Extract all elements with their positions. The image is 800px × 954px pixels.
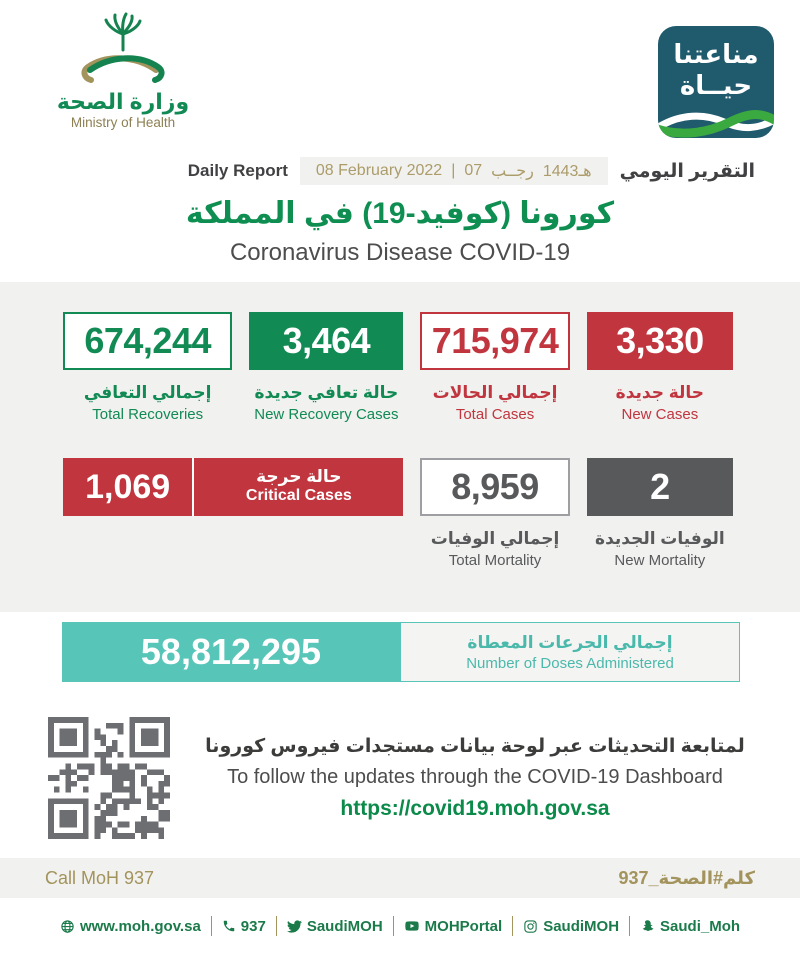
total-mortality-value: 8,959 xyxy=(420,458,569,516)
moh-name-english: Ministry of Health xyxy=(70,115,176,131)
stats-row1 xyxy=(63,312,733,423)
footer-links xyxy=(0,898,800,954)
immunity-is-life-logo xyxy=(658,26,774,138)
divider xyxy=(276,916,277,936)
footer-phone-link[interactable] xyxy=(222,918,266,935)
critical-cases-label-ar: حالة حرجة xyxy=(256,467,342,487)
critical-cases-card xyxy=(63,458,403,516)
total-recoveries-label-ar: إجمالي التعافي xyxy=(83,383,212,402)
footer-twitter-label: SaudiMOH xyxy=(306,917,383,935)
header xyxy=(0,0,800,150)
daily-report-label-en: Daily Report xyxy=(187,161,288,180)
new-cases-label-en: New Cases xyxy=(621,406,699,423)
total-recoveries-label-en: Total Recoveries xyxy=(92,406,204,423)
divider xyxy=(211,916,212,936)
report-date-line xyxy=(0,156,800,186)
snapchat-icon xyxy=(640,919,655,934)
new-mortality-label-ar: الوفيات الجديدة xyxy=(595,529,725,548)
wave-icon xyxy=(658,104,774,138)
doses-label-en: Number of Doses Administered xyxy=(466,654,674,672)
new-cases-card xyxy=(587,312,733,423)
total-cases-label-en: Total Cases xyxy=(455,406,535,423)
footer-youtube-link[interactable] xyxy=(404,918,503,935)
total-recoveries-value: 674,244 xyxy=(63,312,232,370)
report-date-box xyxy=(300,157,608,185)
total-mortality-label-ar: إجمالي الوفيات xyxy=(430,529,560,548)
divider xyxy=(512,916,513,936)
footer-website-label: www.moh.gov.sa xyxy=(79,917,201,935)
total-recoveries-card xyxy=(63,312,232,423)
dashboard-note-en: To follow the updates through the COVID-19 Dashboard xyxy=(227,766,723,788)
doses-administered-bar xyxy=(62,622,740,682)
page-title-arabic: كورونا (كوفيد-19) في المملكة xyxy=(185,197,615,230)
call-moh-label: Call MoH 937 xyxy=(45,867,155,888)
total-mortality-label-en: Total Mortality xyxy=(448,552,542,569)
total-cases-label-ar: إجمالي الحالات xyxy=(432,383,558,402)
footer-instagram-link[interactable] xyxy=(523,918,619,935)
footer-phone-label: 937 xyxy=(240,917,266,935)
critical-cases-value: 1,069 xyxy=(85,467,171,506)
footer-twitter-link[interactable] xyxy=(287,918,383,935)
divider xyxy=(629,916,630,936)
total-mortality-card xyxy=(420,458,569,569)
moh-name-arabic: وزارة الصحة xyxy=(56,89,190,114)
hijri-day: 07 xyxy=(464,162,483,179)
doses-label-ar: إجمالي الجرعات المعطاة xyxy=(467,632,673,652)
total-cases-value: 715,974 xyxy=(420,312,569,370)
new-recovery-cases-label-en: New Recovery Cases xyxy=(254,406,399,423)
moh-logo xyxy=(38,10,208,130)
immunity-logo-line1: مناعتنا xyxy=(673,39,759,69)
youtube-icon xyxy=(404,918,420,934)
qr-code xyxy=(48,717,170,839)
new-cases-label-ar: حالة جديدة xyxy=(615,383,705,402)
daily-report-label-ar: التقرير اليومي xyxy=(619,160,755,182)
footer-instagram-label: SaudiMOH xyxy=(543,917,620,935)
footer-snapchat-label: Saudi_Moh xyxy=(660,917,741,935)
footer-snapchat-link[interactable] xyxy=(640,918,740,935)
hashtag-label: كلم#الصحة_937 xyxy=(618,867,755,888)
hijri-month: رجــب xyxy=(491,163,534,180)
date-separator: | xyxy=(451,162,456,179)
phone-icon xyxy=(222,919,236,933)
footer-youtube-label: MOHPortal xyxy=(424,917,503,935)
divider xyxy=(393,916,394,936)
footer-website-link[interactable] xyxy=(60,918,201,935)
palm-and-swords-icon xyxy=(75,10,171,88)
new-recovery-cases-value: 3,464 xyxy=(249,312,403,370)
twitter-icon xyxy=(287,919,302,934)
stats-row2 xyxy=(63,458,733,569)
immunity-logo-line2: حيــاة xyxy=(679,70,753,101)
dashboard-note-ar: لمتابعة التحديثات عبر لوحة بيانات مستجدات فيروس كورونا xyxy=(205,736,745,757)
new-cases-value: 3,330 xyxy=(587,312,733,370)
page-title-english: Coronavirus Disease COVID-19 xyxy=(229,239,571,266)
new-mortality-label-en: New Mortality xyxy=(614,552,706,569)
globe-icon xyxy=(60,919,75,934)
gregorian-date: 08 February 2022 xyxy=(315,162,443,179)
stats-section xyxy=(0,282,800,612)
new-mortality-card xyxy=(587,458,733,569)
dashboard-section xyxy=(0,712,800,844)
new-recovery-cases-card xyxy=(249,312,403,423)
doses-value: 58,812,295 xyxy=(62,622,400,682)
total-cases-card xyxy=(420,312,569,423)
instagram-icon xyxy=(523,919,538,934)
critical-cases-label-en: Critical Cases xyxy=(245,487,352,505)
dashboard-url-link[interactable]: https://covid19.moh.gov.sa xyxy=(340,797,610,820)
call-strip xyxy=(0,858,800,898)
hijri-year: 1443هـ xyxy=(542,163,592,180)
new-mortality-value: 2 xyxy=(587,458,733,516)
new-recovery-cases-label-ar: حالة تعافي جديدة xyxy=(254,383,399,402)
